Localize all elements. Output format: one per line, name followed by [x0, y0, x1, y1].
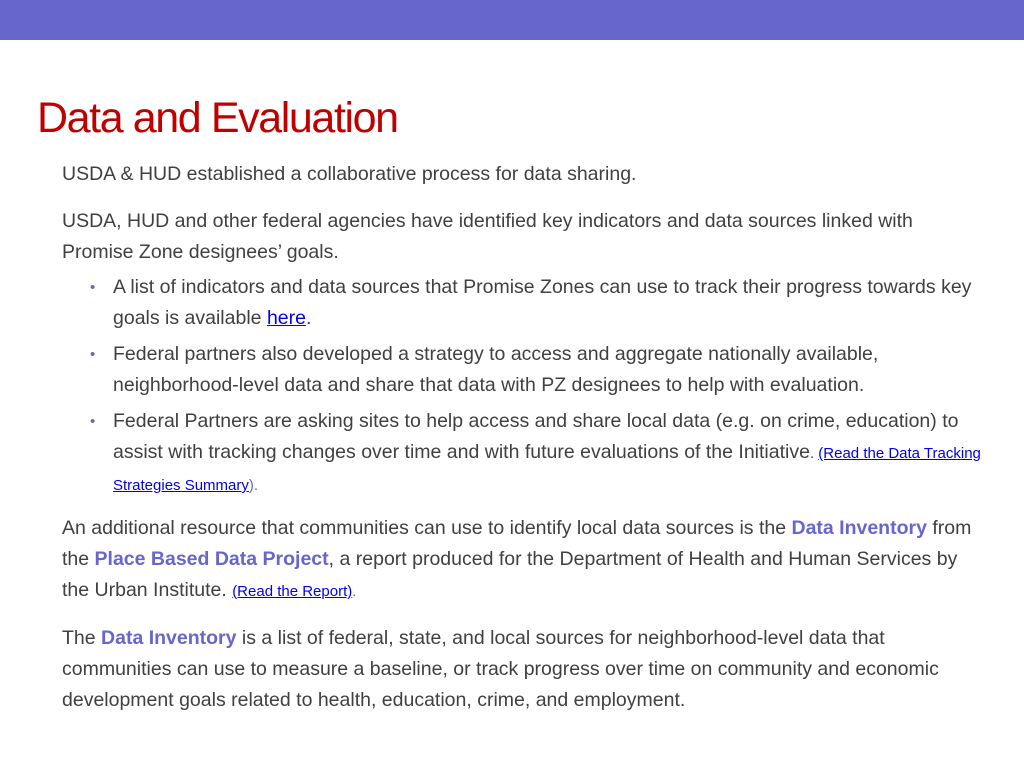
data-inventory-emphasis: Data Inventory	[791, 517, 927, 539]
slide-body	[62, 159, 982, 716]
here-link[interactable]: here	[266, 307, 306, 329]
bullet-icon: •	[90, 346, 96, 363]
page-title: Data and Evaluation	[37, 94, 398, 142]
data-inventory-emphasis: Data Inventory	[101, 627, 237, 649]
text-run: from the	[62, 517, 972, 570]
paragraph-data-sharing: USDA & HUD established a collaborative process for data sharing.	[62, 163, 637, 185]
text-run: is a list of federal, state, and local sources for neighborhood-level data that communities can use to measure a baseline, or track progress over time on community and economic development goals related to health, education, crime, and employment.	[62, 627, 939, 711]
list-item	[90, 339, 982, 401]
text-run-punct: .	[352, 583, 357, 600]
bullet-icon: •	[90, 413, 96, 430]
data-tracking-summary-link[interactable]: (Read the Data Tracking Strategies Summary	[113, 445, 981, 494]
bullet-text: Federal partners also developed a strategy to access and aggregate nationally available, neighborhood-level data and share that data with PZ designees to help with evaluation.	[113, 343, 879, 396]
paragraph-data-inventory-description	[62, 623, 982, 716]
paragraph-data-inventory-resource	[62, 513, 982, 607]
bullet-text: A list of indicators and data sources that Promise Zones can use to track their progress towards key goals is available	[113, 276, 972, 329]
text-run: The	[62, 627, 102, 649]
bullet-punct: .	[809, 445, 819, 462]
top-accent-bar	[0, 0, 1024, 40]
paragraph-indicators: USDA, HUD and other federal agencies have identified key indicators and data sources linked with Promise Zone designees’ goals.	[62, 210, 913, 263]
bullet-text: Federal Partners are asking sites to help access and share local data (e.g. on crime, education) to assist with tracking changes over time and with future evaluations of the Initiative	[113, 410, 959, 463]
bullet-punct: .	[305, 307, 312, 329]
bullet-icon: •	[90, 279, 96, 296]
bullet-punct-end: ).	[248, 477, 259, 494]
bullet-list	[62, 272, 982, 501]
text-run: An additional resource that communities can use to identify local data sources is the	[62, 517, 792, 539]
read-report-link[interactable]: (Read the Report)	[232, 583, 353, 600]
place-based-data-project-emphasis: Place Based Data Project	[94, 548, 329, 570]
list-item	[90, 406, 982, 501]
list-item	[90, 272, 982, 334]
text-run: , a report produced for the Department of Health and Human Services by the Urban Institute.	[62, 548, 958, 601]
